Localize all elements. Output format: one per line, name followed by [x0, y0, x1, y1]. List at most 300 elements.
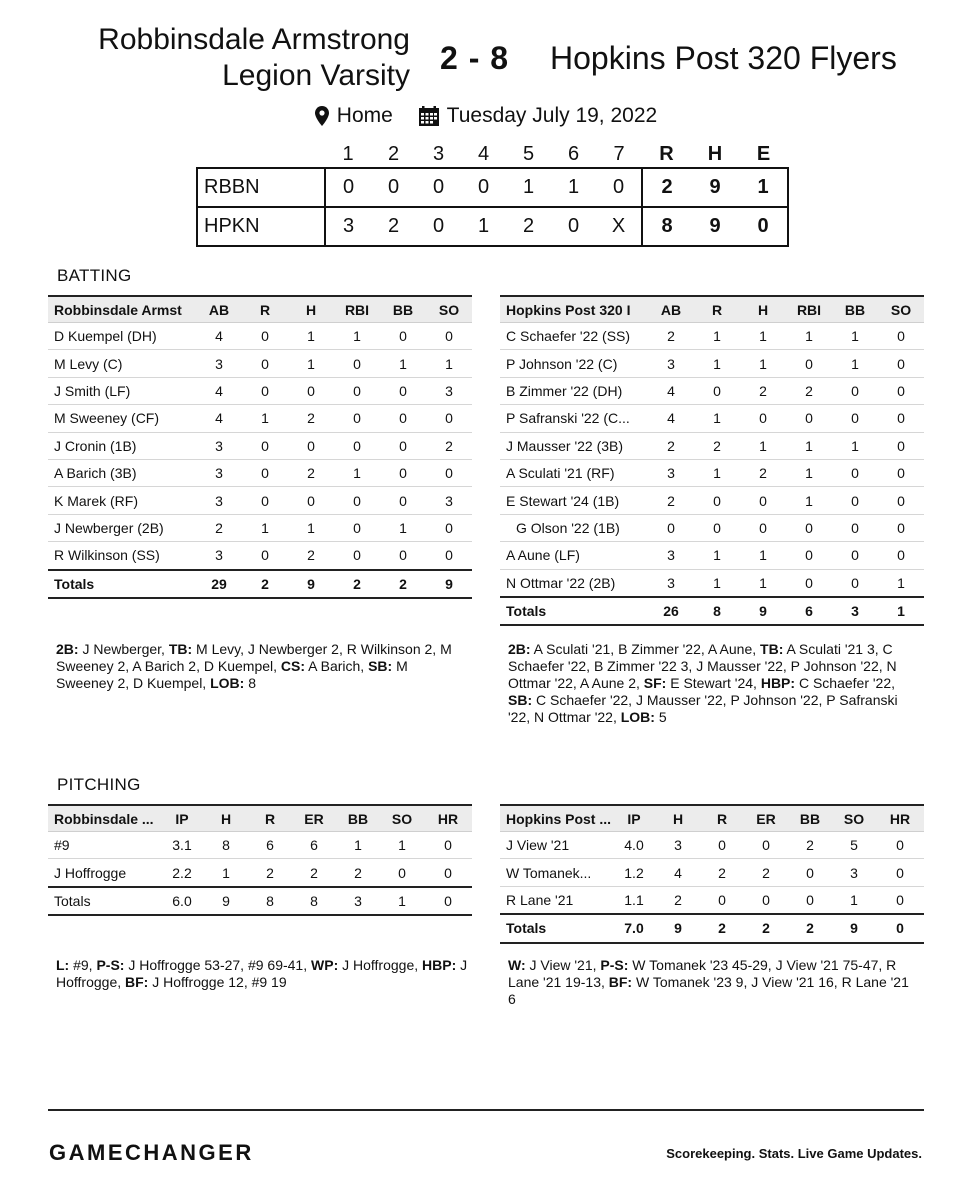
player-row — [48, 459, 472, 486]
runs-total: 8 — [642, 207, 691, 246]
player-row — [500, 432, 924, 459]
note-text: J Hoffrogge, — [338, 957, 423, 973]
stat-cell: 3 — [648, 542, 694, 569]
player-row — [48, 405, 472, 432]
line-score-row-away — [197, 168, 788, 207]
note-label: TB: — [168, 641, 193, 657]
player-name: J Newberger (2B) — [48, 514, 196, 541]
pitching-notes-home — [508, 957, 920, 1008]
stat-cell: 1 — [380, 832, 424, 859]
stat-cell: 1 — [204, 859, 248, 887]
totals-cell: 2 — [380, 570, 426, 598]
inning-score: X — [596, 207, 642, 246]
stat-cell: 0 — [832, 569, 878, 597]
stat-cell: 1 — [786, 432, 832, 459]
player-row — [500, 542, 924, 569]
stat-cell: 1 — [242, 405, 288, 432]
note-text: A Sculati '21 3, C Schaefer '22, B Zimmer '22 3, J Mausser '22, P Johnson '22, N Ottmar '22, A Aune 2, — [508, 641, 897, 691]
away-team-line1: Robbinsdale Armstrong — [98, 23, 410, 56]
player-name: J Hoffrogge — [48, 859, 160, 887]
note-text: #9, — [69, 957, 97, 973]
stat-cell: 0 — [242, 432, 288, 459]
stat-cell: 0 — [700, 886, 744, 914]
note-label: CS: — [280, 658, 306, 674]
stat-cell: 0 — [786, 350, 832, 377]
stat-cell: 0 — [786, 569, 832, 597]
player-name: R Wilkinson (SS) — [48, 542, 196, 570]
stat-cell: 0 — [426, 459, 472, 486]
stat-column-header: SO — [832, 805, 876, 832]
totals-cell: 2 — [744, 914, 788, 942]
player-row — [500, 323, 924, 350]
away-team-line2: Legion Varsity — [222, 59, 410, 92]
player-name: M Sweeney (CF) — [48, 405, 196, 432]
stat-cell: 1 — [694, 459, 740, 486]
stat-cell: 0 — [744, 886, 788, 914]
stat-cell: 0 — [380, 323, 426, 350]
stat-cell: 6 — [292, 832, 336, 859]
stat-column-header: BB — [788, 805, 832, 832]
inning-score: 0 — [461, 168, 506, 207]
stat-cell: 0 — [786, 542, 832, 569]
totals-cell: 6 — [786, 597, 832, 625]
stat-cell: 0 — [878, 405, 924, 432]
stat-cell: 0 — [426, 323, 472, 350]
stat-cell: 0 — [786, 514, 832, 541]
stat-column-header: HR — [876, 805, 924, 832]
player-name: J Smith (LF) — [48, 377, 196, 404]
stat-cell: 3 — [426, 487, 472, 514]
stat-cell: 0 — [878, 542, 924, 569]
stat-column-header: H — [656, 805, 700, 832]
stat-cell: 1 — [380, 514, 426, 541]
totals-label: Totals — [48, 887, 160, 915]
stat-cell: 2.2 — [160, 859, 204, 887]
player-row — [500, 350, 924, 377]
pitching-table-away — [48, 804, 472, 916]
stat-cell: 2 — [248, 859, 292, 887]
totals-label: Totals — [500, 914, 612, 942]
player-row — [500, 405, 924, 432]
stat-cell: 1 — [786, 487, 832, 514]
totals-cell: 9 — [426, 570, 472, 598]
stat-cell: 2 — [288, 459, 334, 486]
note-label: HBP: — [760, 675, 796, 691]
player-name: A Sculati '21 (RF) — [500, 459, 648, 486]
away-team-name — [40, 22, 410, 94]
inning-score: 3 — [325, 207, 371, 246]
game-date — [419, 104, 658, 128]
stat-cell: 3 — [648, 569, 694, 597]
stat-cell: 0 — [832, 377, 878, 404]
inning-header: 6 — [567, 142, 580, 165]
note-text: A Sculati '21, B Zimmer '22, A Aune, — [530, 641, 761, 657]
stat-cell: 0 — [380, 859, 424, 887]
note-label: HBP: — [422, 957, 457, 973]
stat-cell: 0 — [876, 832, 924, 859]
note-text: W Tomanek '23 45-29, J View '21 75-47, R Lane '21 19-13, — [508, 957, 897, 990]
stat-cell: 3 — [196, 542, 242, 570]
batting-table-away — [48, 295, 472, 599]
player-name: A Barich (3B) — [48, 459, 196, 486]
note-text: M Sweeney 2, D Kuempel, — [56, 658, 408, 691]
stat-column-header: SO — [380, 805, 424, 832]
stat-cell: 0 — [740, 514, 786, 541]
stat-cell: 0 — [334, 432, 380, 459]
stat-cell: 2 — [648, 432, 694, 459]
stat-cell: 0 — [694, 487, 740, 514]
totals-row — [500, 597, 924, 625]
stat-cell: 1 — [694, 350, 740, 377]
totals-cell: 7.0 — [612, 914, 656, 942]
stat-column-header: RBI — [786, 296, 832, 323]
stat-cell: 1 — [878, 569, 924, 597]
runs-header: R — [659, 142, 674, 165]
player-name: G Olson '22 (1B) — [500, 514, 648, 541]
stat-cell: 0 — [380, 405, 426, 432]
stat-cell: 0 — [424, 859, 472, 887]
player-row — [500, 569, 924, 597]
pitching-table-home — [500, 804, 924, 944]
totals-row — [48, 887, 472, 915]
stat-cell: 0 — [242, 459, 288, 486]
stat-cell: 1 — [380, 350, 426, 377]
player-row — [48, 514, 472, 541]
inning-score: 2 — [371, 207, 416, 246]
stat-column-header: RBI — [334, 296, 380, 323]
stat-cell: 0 — [242, 542, 288, 570]
stat-cell: 1 — [832, 432, 878, 459]
line-score-header — [197, 141, 788, 168]
stat-cell: 1 — [242, 514, 288, 541]
inning-header: 2 — [387, 142, 400, 165]
note-text: J Newberger, — [78, 641, 169, 657]
inning-score: 0 — [416, 168, 461, 207]
totals-cell: 1 — [380, 887, 424, 915]
stat-cell: 0 — [334, 350, 380, 377]
team-column-header: Hopkins Post 320 I — [500, 296, 648, 323]
stat-cell: 3 — [196, 459, 242, 486]
stat-cell: 0 — [380, 487, 426, 514]
note-text: C Schaefer '22, — [795, 675, 896, 691]
stat-cell: 1.2 — [612, 859, 656, 886]
inning-score: 1 — [551, 168, 596, 207]
totals-cell: 8 — [248, 887, 292, 915]
stat-cell: 0 — [694, 514, 740, 541]
stat-cell: 0 — [832, 459, 878, 486]
stat-cell: 3 — [832, 859, 876, 886]
inning-score: 2 — [506, 207, 551, 246]
totals-cell: 3 — [336, 887, 380, 915]
stat-cell: 2 — [288, 405, 334, 432]
stat-cell: 1 — [288, 323, 334, 350]
note-text: M Levy, J Newberger 2, R Wilkinson 2, M Sweeney 2, A Barich 2, D Kuempel, — [56, 641, 452, 674]
note-label: BF: — [125, 974, 149, 990]
totals-cell: 9 — [740, 597, 786, 625]
note-label: SB: — [508, 692, 533, 708]
runs-total: 2 — [642, 168, 691, 207]
inning-header: 1 — [342, 142, 354, 165]
stat-cell: 1.1 — [612, 886, 656, 914]
stat-cell: 1 — [694, 542, 740, 569]
stat-cell: 3 — [196, 350, 242, 377]
pitching-section-title: PITCHING — [57, 775, 141, 794]
stat-cell: 6 — [248, 832, 292, 859]
map-pin-icon — [315, 106, 329, 126]
team-column-header: Hopkins Post ... — [500, 805, 612, 832]
line-score-row-home — [197, 207, 788, 246]
hits-total: 9 — [691, 168, 739, 207]
totals-cell: 6.0 — [160, 887, 204, 915]
player-row — [500, 377, 924, 404]
stats-header-row — [48, 805, 472, 832]
inning-header: 7 — [613, 142, 625, 165]
stat-cell: 0 — [786, 405, 832, 432]
stat-cell: 1 — [694, 405, 740, 432]
team-column-header: Robbinsdale ... — [48, 805, 160, 832]
stat-cell: 0 — [878, 323, 924, 350]
stat-cell: 2 — [744, 859, 788, 886]
totals-row — [48, 570, 472, 598]
stat-cell: 1 — [786, 459, 832, 486]
stat-cell: 0 — [380, 459, 426, 486]
stat-cell: 1 — [694, 323, 740, 350]
stat-column-header: H — [288, 296, 334, 323]
stat-cell: 1 — [334, 459, 380, 486]
footer-tagline: Scorekeeping. Stats. Live Game Updates. — [666, 1146, 922, 1161]
player-name: D Kuempel (DH) — [48, 323, 196, 350]
batting-notes-home — [508, 641, 920, 726]
stat-column-header: IP — [612, 805, 656, 832]
stat-cell: 3 — [196, 487, 242, 514]
inning-score: 0 — [371, 168, 416, 207]
errors-total: 0 — [739, 207, 788, 246]
stat-cell: 0 — [648, 514, 694, 541]
note-text: 5 — [654, 709, 667, 725]
player-name: J View '21 — [500, 832, 612, 859]
stat-cell: 1 — [832, 886, 876, 914]
player-row — [48, 323, 472, 350]
player-name: K Marek (RF) — [48, 487, 196, 514]
totals-label: Totals — [500, 597, 648, 625]
inning-score: 0 — [416, 207, 461, 246]
stat-cell: 1 — [426, 350, 472, 377]
stat-cell: 2 — [292, 859, 336, 887]
stat-column-header: R — [694, 296, 740, 323]
errors-total: 1 — [739, 168, 788, 207]
player-name: #9 — [48, 832, 160, 859]
stat-cell: 0 — [878, 514, 924, 541]
stat-cell: 3 — [656, 832, 700, 859]
stat-cell: 4 — [196, 323, 242, 350]
stat-cell: 4 — [648, 405, 694, 432]
stat-column-header: HR — [424, 805, 472, 832]
stat-column-header: R — [248, 805, 292, 832]
stat-column-header: ER — [744, 805, 788, 832]
inning-header: 3 — [432, 142, 445, 165]
stat-column-header: AB — [648, 296, 694, 323]
totals-cell: 9 — [832, 914, 876, 942]
inning-header: 4 — [477, 142, 490, 165]
player-row — [48, 832, 472, 859]
stat-column-header: R — [700, 805, 744, 832]
note-label: L: — [56, 957, 70, 973]
totals-cell: 8 — [694, 597, 740, 625]
pitching-notes-away — [56, 957, 468, 991]
player-name: B Zimmer '22 (DH) — [500, 377, 648, 404]
stat-cell: 0 — [242, 350, 288, 377]
stat-cell: 3 — [648, 350, 694, 377]
totals-cell: 29 — [196, 570, 242, 598]
stat-cell: 2 — [786, 377, 832, 404]
note-label: WP: — [311, 957, 339, 973]
inning-score: 0 — [325, 168, 371, 207]
stat-cell: 1 — [740, 542, 786, 569]
batting-table-home — [500, 295, 924, 626]
stat-cell: 0 — [788, 859, 832, 886]
location-label: Home — [336, 104, 393, 127]
totals-cell: 2 — [334, 570, 380, 598]
stat-cell: 0 — [832, 487, 878, 514]
player-name: N Ottmar '22 (2B) — [500, 569, 648, 597]
hits-header: H — [707, 142, 723, 165]
stat-cell: 1 — [288, 514, 334, 541]
note-label: 2B: — [56, 641, 79, 657]
stat-cell: 4 — [196, 405, 242, 432]
errors-header: E — [756, 142, 771, 165]
note-label: P-S: — [96, 957, 125, 973]
note-label: 2B: — [508, 641, 531, 657]
player-row — [500, 487, 924, 514]
stat-cell: 0 — [788, 886, 832, 914]
totals-cell: 8 — [292, 887, 336, 915]
stat-cell: 0 — [380, 377, 426, 404]
stat-cell: 2 — [656, 886, 700, 914]
stat-column-header: H — [740, 296, 786, 323]
stat-cell: 4 — [196, 377, 242, 404]
inning-header: 5 — [522, 142, 535, 165]
player-row — [500, 886, 924, 914]
totals-cell: 0 — [876, 914, 924, 942]
stat-cell: 2 — [740, 377, 786, 404]
team-abbrev: RBBN — [197, 168, 325, 207]
note-text: C Schaefer '22, J Mausser '22, P Johnson '22, P Safranski '22, N Ottmar '22, — [508, 692, 898, 725]
totals-cell: 9 — [288, 570, 334, 598]
stat-column-header: AB — [196, 296, 242, 323]
stat-cell: 3 — [196, 432, 242, 459]
note-text: J Hoffrogge, — [56, 957, 468, 990]
player-name: C Schaefer '22 (SS) — [500, 323, 648, 350]
note-label: P-S: — [600, 957, 629, 973]
stat-cell: 1 — [740, 323, 786, 350]
note-label: W: — [508, 957, 526, 973]
stat-cell: 0 — [334, 542, 380, 570]
stat-cell: 0 — [288, 377, 334, 404]
stat-cell: 2 — [788, 832, 832, 859]
stat-cell: 0 — [426, 405, 472, 432]
hits-total: 9 — [691, 207, 739, 246]
inning-score: 1 — [506, 168, 551, 207]
stat-cell: 1 — [288, 350, 334, 377]
stat-cell: 2 — [288, 542, 334, 570]
totals-cell: 9 — [204, 887, 248, 915]
player-row — [48, 859, 472, 887]
final-score: 2 - 8 — [440, 40, 510, 76]
totals-cell: 9 — [656, 914, 700, 942]
stat-cell: 1 — [740, 350, 786, 377]
stat-cell: 1 — [336, 832, 380, 859]
totals-cell: 2 — [788, 914, 832, 942]
note-label: SB: — [368, 658, 393, 674]
stat-cell: 3.1 — [160, 832, 204, 859]
stat-cell: 2 — [648, 487, 694, 514]
location — [315, 104, 393, 128]
stat-column-header: SO — [878, 296, 924, 323]
totals-row — [500, 914, 924, 942]
stat-cell: 0 — [288, 432, 334, 459]
player-row — [48, 542, 472, 570]
note-label: TB: — [760, 641, 784, 657]
stat-column-header: BB — [336, 805, 380, 832]
stats-header-row — [500, 296, 924, 323]
stat-cell: 0 — [740, 405, 786, 432]
note-text: E Stewart '24, — [666, 675, 761, 691]
stat-column-header: ER — [292, 805, 336, 832]
stat-cell: 0 — [876, 886, 924, 914]
stat-cell: 0 — [878, 487, 924, 514]
stat-cell: 0 — [878, 377, 924, 404]
totals-cell: 2 — [700, 914, 744, 942]
player-row — [500, 832, 924, 859]
stat-cell: 2 — [648, 323, 694, 350]
stat-cell: 1 — [694, 569, 740, 597]
stat-cell: 0 — [832, 542, 878, 569]
stat-cell: 1 — [832, 323, 878, 350]
stat-column-header: R — [242, 296, 288, 323]
stat-cell: 0 — [242, 487, 288, 514]
line-score-table — [196, 141, 789, 247]
stat-column-header: SO — [426, 296, 472, 323]
brand-logo: GAMECHANGER — [49, 1140, 254, 1165]
footer-divider — [48, 1109, 924, 1111]
stat-cell: 0 — [242, 377, 288, 404]
stat-cell: 0 — [424, 832, 472, 859]
player-name: A Aune (LF) — [500, 542, 648, 569]
date-label: Tuesday July 19, 2022 — [446, 104, 658, 127]
player-name: E Stewart '24 (1B) — [500, 487, 648, 514]
stat-cell: 0 — [426, 514, 472, 541]
totals-cell: 0 — [424, 887, 472, 915]
player-row — [48, 432, 472, 459]
team-column-header: Robbinsdale Armst — [48, 296, 196, 323]
stat-cell: 4.0 — [612, 832, 656, 859]
player-row — [500, 514, 924, 541]
note-text: 8 — [244, 675, 256, 691]
stats-header-row — [48, 296, 472, 323]
stat-cell: 2 — [694, 432, 740, 459]
stat-cell: 0 — [832, 514, 878, 541]
batting-notes-away — [56, 641, 468, 692]
inning-score: 0 — [596, 168, 642, 207]
stat-cell: 0 — [380, 542, 426, 570]
stat-cell: 8 — [204, 832, 248, 859]
inning-score: 1 — [461, 207, 506, 246]
totals-cell: 2 — [242, 570, 288, 598]
stat-cell: 1 — [334, 323, 380, 350]
stat-cell: 0 — [700, 832, 744, 859]
stat-cell: 1 — [740, 432, 786, 459]
note-text: J Hoffrogge 12, #9 19 — [148, 974, 287, 990]
